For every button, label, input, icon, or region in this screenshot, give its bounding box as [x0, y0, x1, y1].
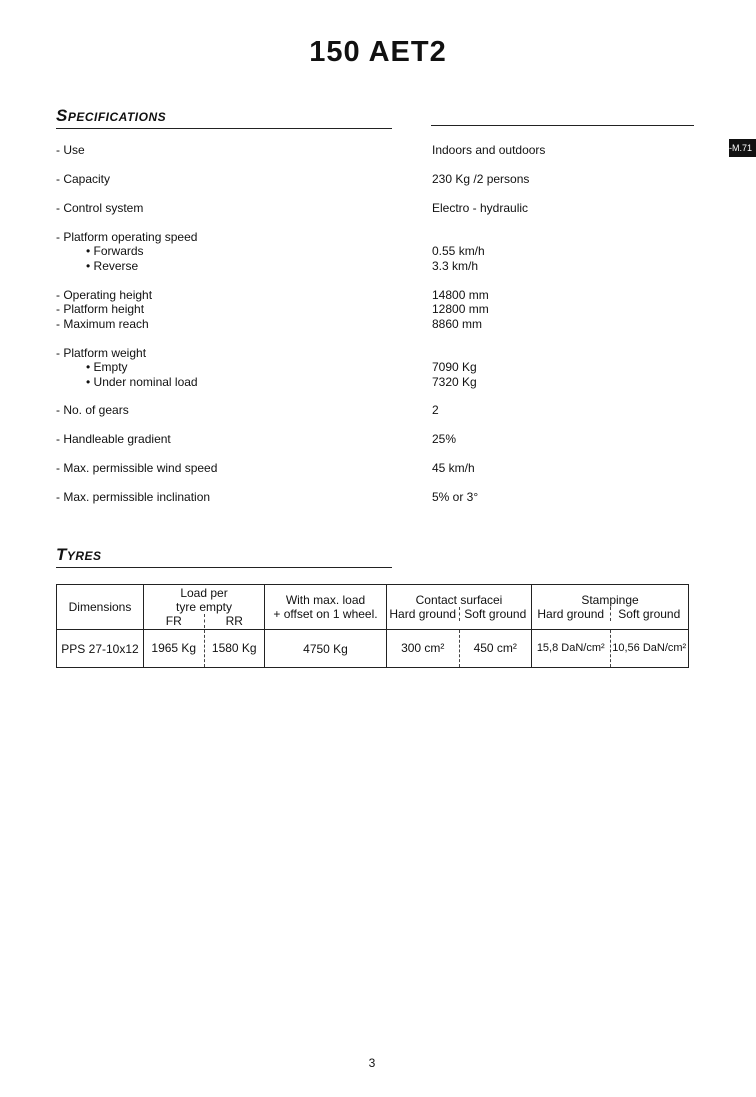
spec-label: - Platform weight — [56, 346, 147, 360]
header-fr: FR — [144, 614, 205, 628]
header-stamp-split — [532, 607, 688, 621]
spec-sublabel: • Forwards — [86, 244, 144, 258]
spec-value: 3.3 km/h — [432, 259, 479, 273]
spec-label: - Maximum reach — [56, 317, 149, 331]
spec-value: 230 Kg /2 persons — [432, 172, 530, 186]
table-row — [57, 630, 689, 668]
tyres-table — [56, 584, 689, 668]
spec-value: 7090 Kg — [432, 360, 477, 374]
spec-label: - Capacity — [56, 172, 111, 186]
header-load-line2: tyre empty — [175, 600, 232, 614]
header-load-line1: Load per — [180, 586, 228, 600]
spec-label: - Control system — [56, 201, 144, 215]
spec-value: 8860 mm — [432, 317, 483, 331]
header-max-line2: + offset on 1 wheel. — [273, 607, 378, 621]
specifications-heading — [56, 106, 392, 129]
spec-label: - Operating height — [56, 288, 153, 302]
cell-stamp-soft: 10,56 DaN/cm² — [612, 642, 687, 654]
spec-value: 7320 Kg — [432, 375, 477, 389]
spec-value: 14800 mm — [432, 288, 489, 302]
cell-contact-soft: 450 cm² — [473, 641, 517, 655]
header-contact-title: Contact surfacei — [415, 593, 503, 607]
cell-contact-surface — [387, 630, 532, 668]
cell-stamping — [532, 630, 689, 668]
header-dimensions-text: Dimensions — [68, 600, 132, 614]
header-rr: RR — [225, 614, 243, 628]
header-max-line1: With max. load — [285, 593, 366, 607]
cell-contact-split — [387, 630, 531, 667]
cell-stamp-split — [532, 630, 688, 667]
section-tag-text: 0-1-M.71 — [715, 143, 752, 153]
cell-rr: 1580 Kg — [211, 641, 257, 655]
header-stamp-hard: Hard ground — [532, 607, 611, 621]
header-contact-hard: Hard ground — [387, 607, 460, 621]
spec-label: - Handleable gradient — [56, 432, 171, 446]
tyres-heading — [56, 545, 392, 568]
cell-load-per-tyre — [144, 630, 265, 668]
cell-contact-hard: 300 cm² — [387, 630, 460, 667]
spec-label: - Platform operating speed — [56, 230, 198, 244]
table-header-row — [57, 585, 689, 630]
spec-label: - Max. permissible inclination — [56, 490, 211, 504]
header-contact-soft: Soft ground — [464, 607, 527, 621]
header-stamping — [532, 585, 689, 630]
spec-label: - No. of gears — [56, 403, 129, 417]
header-contact-split — [387, 607, 531, 621]
spec-value: 45 km/h — [432, 461, 475, 475]
header-contact-surface — [387, 585, 532, 630]
spec-value: Electro - hydraulic — [432, 201, 529, 215]
tyres-heading-text: Tyres — [56, 545, 102, 564]
header-stamp-title: Stampinge — [581, 593, 639, 607]
cell-dimensions: PPS 27-10x12 — [57, 630, 144, 668]
spec-sublabel: • Under nominal load — [86, 375, 198, 389]
spec-sublabel: • Empty — [86, 360, 128, 374]
header-load-split — [144, 614, 264, 628]
spec-label: - Max. permissible wind speed — [56, 461, 218, 475]
spec-value: Indoors and outdoors — [432, 143, 546, 157]
spec-sublabel: • Reverse — [86, 259, 139, 273]
specifications-heading-text: Specifications — [56, 106, 167, 125]
cell-stamp-hard: 15,8 DaN/cm² — [532, 630, 611, 667]
section-tag — [715, 139, 756, 157]
cell-max-load: 4750 Kg — [265, 630, 387, 668]
cell-load-split — [144, 630, 264, 667]
header-max-load — [265, 585, 387, 630]
header-dimensions — [57, 585, 144, 630]
page-number: 3 — [368, 1056, 376, 1070]
spec-value: 5% or 3° — [432, 490, 479, 504]
cell-fr: 1965 Kg — [144, 630, 205, 667]
spec-value: 12800 mm — [432, 302, 489, 316]
spec-value: 2 — [432, 403, 439, 417]
document-title: 150 AET2 — [309, 36, 447, 68]
spec-value: 25% — [432, 432, 457, 446]
spec-label: - Use — [56, 143, 85, 157]
spec-label: - Platform height — [56, 302, 145, 316]
header-load-per-tyre — [144, 585, 265, 630]
header-stamp-soft: Soft ground — [618, 607, 681, 621]
right-column-rule — [431, 125, 694, 126]
spec-value: 0.55 km/h — [432, 244, 485, 258]
